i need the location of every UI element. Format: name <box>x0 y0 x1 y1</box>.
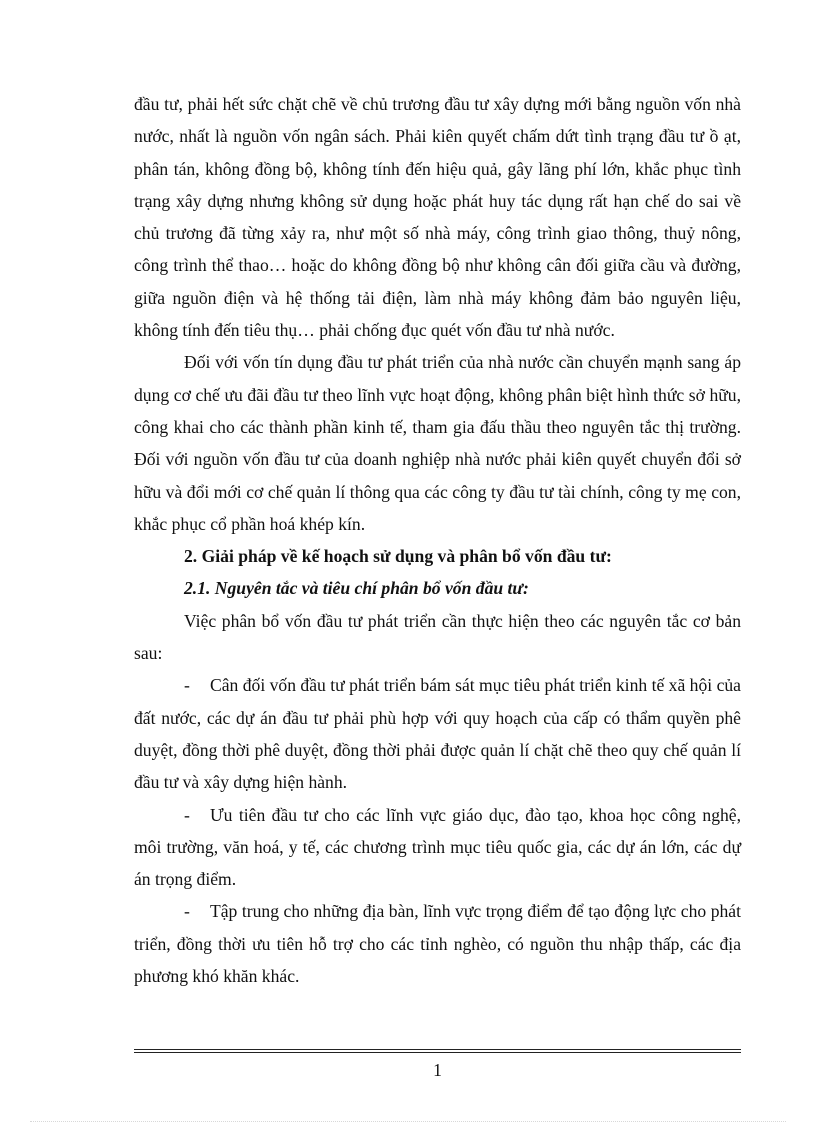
bullet-dash: - <box>184 675 190 696</box>
bullet-item-focus <box>134 895 741 992</box>
section-heading: 2. Giải pháp về kế hoạch sử dụng và phân bổ vốn đầu tư: <box>184 546 612 567</box>
footer-rule-top <box>134 1049 741 1050</box>
footer-rule-bottom <box>134 1052 741 1053</box>
bullet-text: Tập trung cho những địa bàn, lĩnh vực trọng điểm để tạo động lực cho phát triển, đồng thời ưu tiên hỗ trợ cho các tỉnh nghèo, có nguồn thu nhập thấp, các địa phương khó khăn khác. <box>134 901 741 987</box>
subsection-heading: 2.1. Nguyên tắc và tiêu chí phân bổ vốn đầu tư: <box>184 578 529 599</box>
bullet-item-priority <box>134 799 741 896</box>
paragraph-credit-capital: Đối với vốn tín dụng đầu tư phát triển của nhà nước cần chuyển mạnh sang áp dụng cơ chế ưu đãi đầu tư theo lĩnh vực hoạt động, không phân biệt hình thức sở hữu, công khai cho các thành phần kinh tế, tham gia đấu thầu theo nguyên tắc thị trường. Đối với nguồn vốn đầu tư của doanh nghiệp nhà nước phải kiên quyết chuyển đổi sở hữu và đổi mới cơ chế quản lí thông qua các công ty đầu tư tài chính, công ty mẹ con, khắc phục cổ phần hoá khép kín. <box>134 352 741 534</box>
paragraph-continuation: đầu tư, phải hết sức chặt chẽ về chủ trương đầu tư xây dựng mới bằng nguồn vốn nhà nước, nhất là nguồn vốn ngân sách. Phải kiên quyết chấm dứt tình trạng đầu tư ồ ạt, phân tán, không đồng bộ, không tính đến hiệu quả, gây lãng phí lớn, khắc phục tình trạng xây dựng nhưng không sử dụng hoặc phát huy tác dụng rất hạn chế do sai về chủ trương đã từng xảy ra, như một số nhà máy, công trình giao thông, thuỷ nông, công trình thể thao… hoặc do không đồng bộ như không cân đối giữa cầu và đường, giữa nguồn điện và hệ thống tải điện, làm nhà máy không đảm bảo nguyên liệu, không tính đến tiêu thụ… phải chống đục quét vốn đầu tư nhà nước. <box>134 94 741 341</box>
bullet-item-balance <box>134 669 741 798</box>
bullet-dash: - <box>184 901 190 922</box>
page-edge-divider <box>30 1121 786 1122</box>
bullet-text: Ưu tiên đầu tư cho các lĩnh vực giáo dục, đào tạo, khoa học công nghệ, môi trường, văn hoá, y tế, các chương trình mục tiêu quốc gia, các dự án lớn, các dự án trọng điểm. <box>134 804 741 890</box>
body-text <box>134 88 741 992</box>
intro-paragraph: Việc phân bổ vốn đầu tư phát triển cần thực hiện theo các nguyên tắc cơ bản sau: <box>134 610 741 664</box>
bullet-dash: - <box>184 804 190 825</box>
bullet-text: Cân đối vốn đầu tư phát triển bám sát mục tiêu phát triển kinh tế xã hội của đất nước, các dự án đầu tư phải phù hợp với quy hoạch của cấp có thẩm quyền phê duyệt, đồng thời phê duyệt, đồng thời phải được quản lí chặt chẽ theo quy chế quản lí đầu tư và xây dựng hiện hành. <box>134 675 741 793</box>
page-number: 1 <box>433 1060 442 1080</box>
